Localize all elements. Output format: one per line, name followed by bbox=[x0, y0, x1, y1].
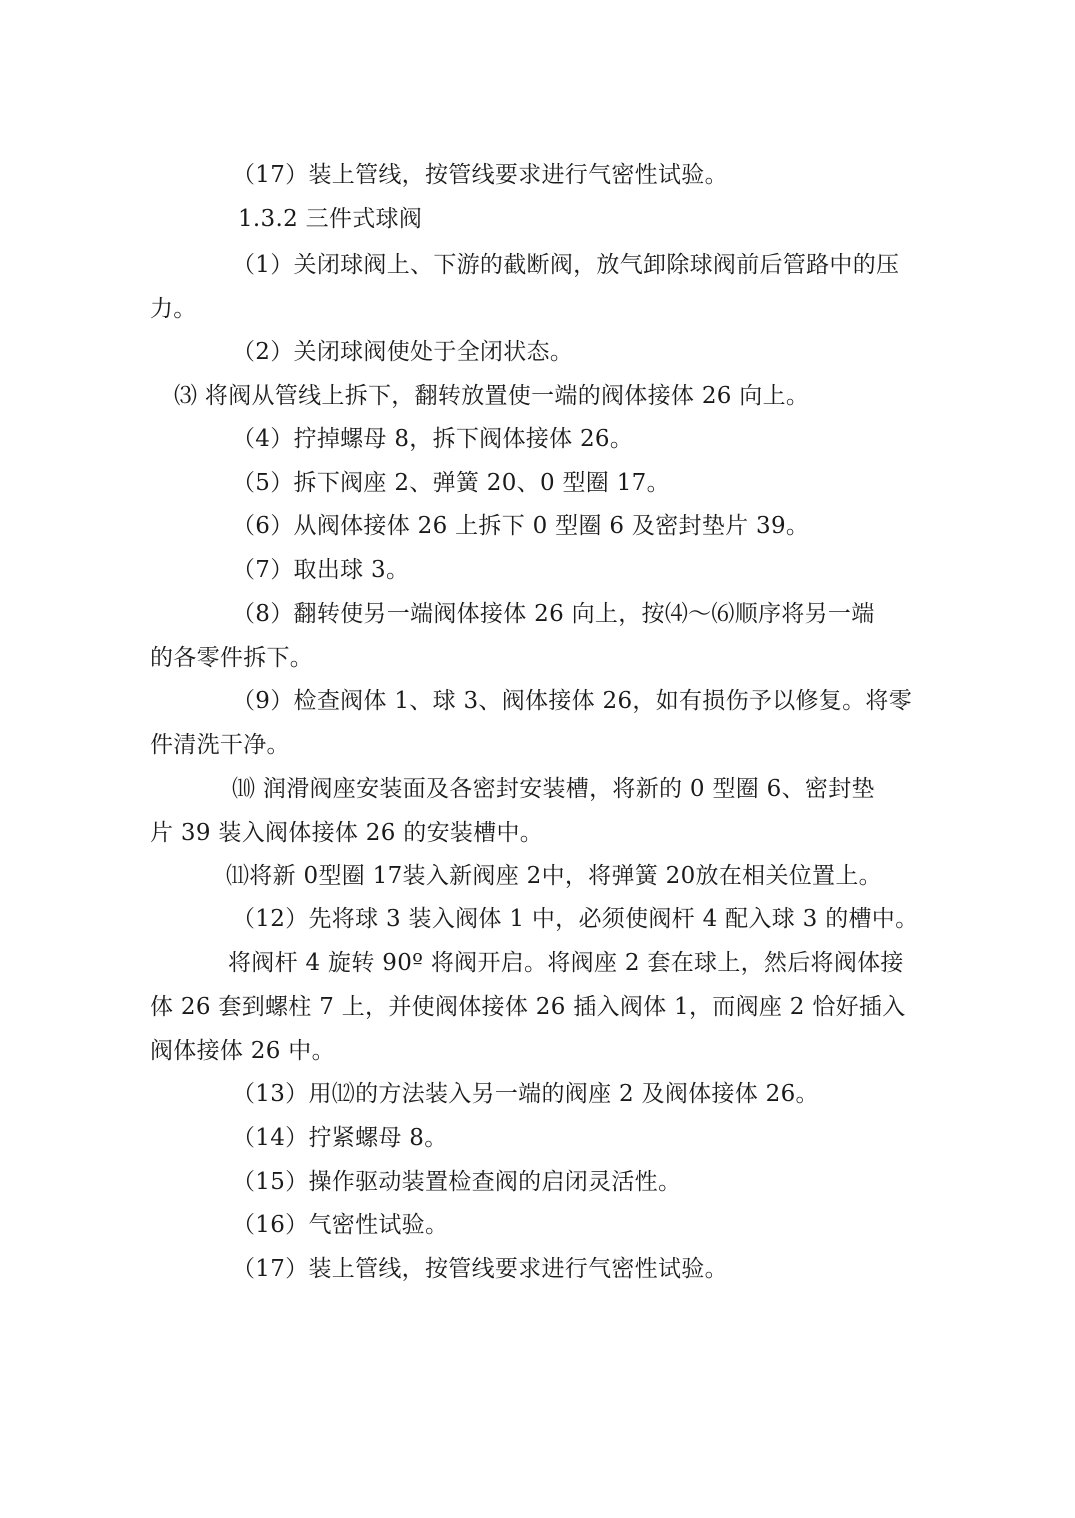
text-line-step4: （4）拧掉螺母 8，拆下阀体接体 26。 bbox=[232, 426, 634, 452]
text-line-step13: （13）用⑿的方法装入另一端的阀座 2 及阀体接体 26。 bbox=[232, 1081, 819, 1107]
text-line-step17: （17）装上管线，按管线要求进行气密性试验。 bbox=[232, 1256, 728, 1282]
text-line-step8: （8）翻转使另一端阀体接体 26 向上，按⑷～⑹顺序将另一端 bbox=[232, 601, 875, 627]
text-line-step9-cont: 件清洗干净。 bbox=[150, 732, 290, 758]
text-line-step12-cont2: 体 26 套到螺柱 7 上，并使阀体接体 26 插入阀体 1，而阀座 2 恰好插入 bbox=[150, 994, 906, 1020]
text-line-step10: ⑽ 润滑阀座安装面及各密封安装槽，将新的 0 型圈 6、密封垫 bbox=[232, 776, 875, 802]
text-line-step7: （7）取出球 3。 bbox=[232, 557, 410, 583]
text-line-step12-cont1: 将阀杆 4 旋转 90º 将阀开启。将阀座 2 套在球上，然后将阀体接 bbox=[228, 950, 904, 976]
text-line-step5: （5）拆下阀座 2、弹簧 20、0 型圈 17。 bbox=[232, 470, 670, 496]
text-line-step16: （16）气密性试验。 bbox=[232, 1212, 449, 1238]
text-line-step6: （6）从阀体接体 26 上拆下 0 型圈 6 及密封垫片 39。 bbox=[232, 513, 810, 539]
text-line-step2: （2）关闭球阀使处于全闭状态。 bbox=[232, 339, 574, 365]
text-line-step14: （14）拧紧螺母 8。 bbox=[232, 1125, 448, 1151]
text-line-step10-cont: 片 39 装入阀体接体 26 的安装槽中。 bbox=[150, 820, 544, 846]
text-line-step1: （1）关闭球阀上、下游的截断阀，放气卸除球阀前后管路中的压 bbox=[232, 252, 900, 278]
text-line-step1-cont: 力。 bbox=[150, 296, 197, 322]
text-line-step17-top: （17）装上管线，按管线要求进行气密性试验。 bbox=[232, 162, 728, 188]
text-line-step9: （9）检查阀体 1、球 3、阀体接体 26，如有损伤予以修复。将零 bbox=[232, 688, 912, 714]
text-line-step15: （15）操作驱动装置检查阀的启闭灵活性。 bbox=[232, 1169, 682, 1195]
text-line-step11: ⑾将新 0型圈 17装入新阀座 2中，将弹簧 20放在相关位置上。 bbox=[226, 863, 882, 889]
text-line-step12: （12）先将球 3 装入阀体 1 中，必须使阀杆 4 配入球 3 的槽中。 bbox=[232, 906, 919, 932]
text-line-step3: ⑶ 将阀从管线上拆下，翻转放置使一端的阀体接体 26 向上。 bbox=[174, 383, 810, 409]
section-heading: 1.3.2 三件式球阀 bbox=[238, 206, 423, 232]
text-line-step12-cont3: 阀体接体 26 中。 bbox=[150, 1038, 335, 1064]
text-line-step8-cont: 的各零件拆下。 bbox=[150, 645, 314, 671]
